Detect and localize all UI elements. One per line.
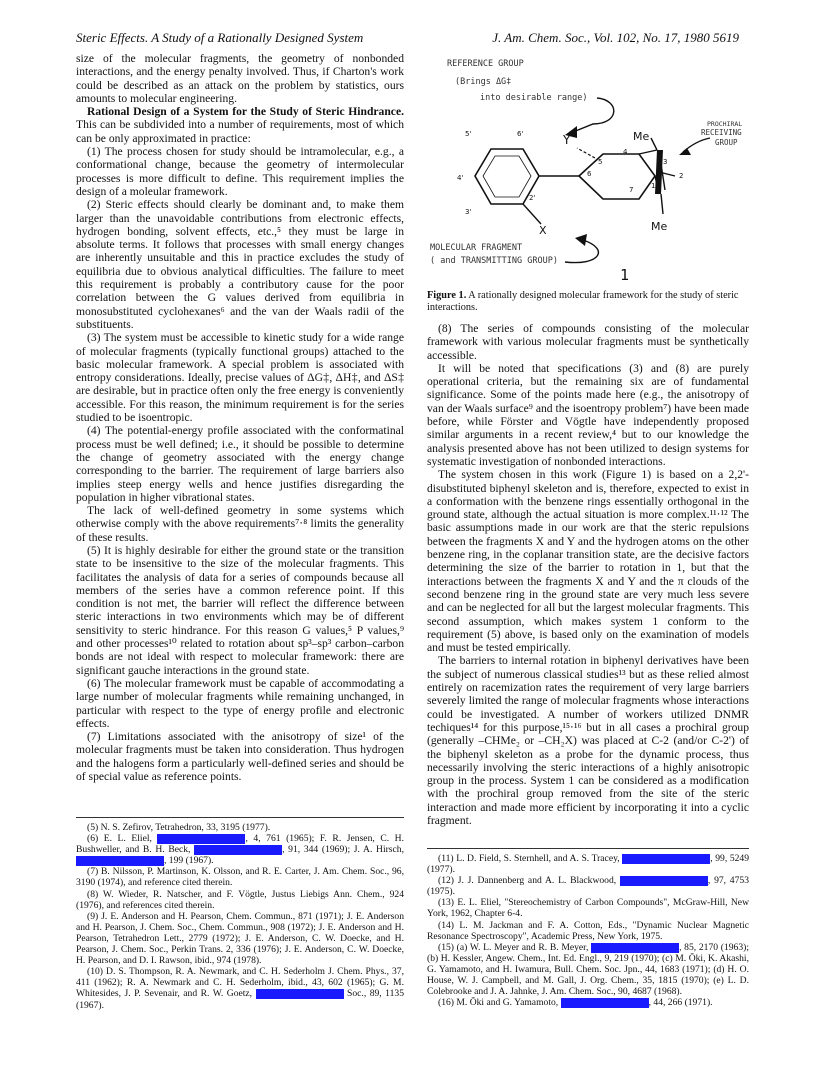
footnote-rule: [76, 817, 404, 818]
bond-x: [523, 204, 541, 224]
requirement-2: (2) Steric effects should clearly be dominant and, to make them larger than the unavoidable contributions from electronic effects, hydrogen bonding, solvent effects, etc.,⁵ they must be large in absolute terms. It follows that processes with small energy changes are inherently unsuitable and this in practice excludes the study of equilibria due to obvious analytical difficulties. The failure to meet this requirement is probably a contributory cause for the poor correlation between the G values derived from equilibria in monosubstituted cyclohexanes⁶ and the van der Waals radii of the substituents.: [76, 198, 404, 331]
atom-label-y: Y: [563, 133, 571, 147]
redaction-bar: [561, 998, 649, 1008]
paragraph: size of the molecular fragments, the geometry of nonbonded interactions, and the energy penalty involved. Thus, if Charton's work could be described as an attack on the problem by statistics, ours amounts to molecular engineering.: [76, 52, 404, 105]
atom-label: 5: [598, 158, 603, 166]
bond-y: [577, 148, 595, 158]
redaction-bar: [157, 834, 245, 844]
compound-number: 1: [620, 266, 630, 284]
figure-1: [425, 54, 765, 289]
atom-label: 6': [517, 130, 524, 138]
ref-group-sub1: (Brings ΔG‡: [455, 77, 512, 87]
atom-label: 7: [629, 186, 634, 194]
footnote-rule: [427, 848, 749, 849]
reference-item: (15) (a) W. L. Meyer and R. B. Meyer, , 85, 2170 (1963); (b) H. Kessler, Angew. Chem., Int. Ed. Engl., 9, 219 (1970); (c) M. Ōki, K. Akashi, G. Yamamoto, and H. Iwamura, Bull. Chem. Soc. Jpn., 44, 1683 (1971); (d) H. O. House, W. J. Campbell, and M. Gall, J. Org. Chem., 35, 1815 (1970); (e) L. D. Colebrooke and J. A. Jahnke, J. Am. Chem. Soc., 90, 4687 (1968).: [427, 941, 749, 998]
atom-label: 2': [529, 194, 536, 202]
arrow-curve: [573, 98, 614, 132]
paragraph: It will be noted that specifications (3) and (8) are purely operational criteria, but the remaining six are of fundamental significance. Some of the points made here (e.g., the anisotropy of van der Waals surface⁹ and the isoentropy problem⁷) have been made before, while Förster and Vögtle have independently proposed similar arguments in a recent review,⁴ but to our knowledge the analysis presented above has not been utilized to design systems for systematic investigation of nonbonded interactions.: [427, 361, 749, 468]
reference-item: (10) D. S. Thompson, R. A. Newmark, and C. H. Sederholm J. Chem. Phys., 37, 411 (1962); R. A. Newmark and C. H. Sederholm, ibid., 43, 602 (1965); G. M. Whitesides, J. P. Sevenair, and R. W. Goetz, Soc., 89, 1135 (1967).: [76, 966, 404, 1011]
atom-label: 6: [587, 170, 592, 178]
ref-group-sub2: into desirable range): [480, 93, 588, 103]
arrow-head: [575, 234, 587, 246]
bond-me: [661, 194, 663, 214]
requirement-7: (7) Limitations associated with the anisotropy of size¹ of the molecular fragments must be taken into consideration. Thus hydrogen and the halogens form a particularly well-defined series and should be of special value as reference points.: [76, 730, 404, 784]
caption-label: Figure 1.: [427, 290, 467, 301]
reference-item: (7) B. Nilsson, P. Martinson, K. Olsson, and R. E. Carter, J. Am. Chem. Soc., 96, 3190 (1974), and reference cited therein.: [76, 866, 404, 889]
reference-item: (14) L. M. Jackman and F. A. Cotton, Eds., "Dynamic Nuclear Magnetic Resonance Spectroscopy", Academic Press, New York, 1975.: [427, 919, 749, 942]
running-header-title: Steric Effects. A Study of a Rationally Designed System: [76, 30, 364, 45]
redaction-bar: [194, 845, 282, 855]
molecule-diagram: [425, 54, 765, 289]
section-paragraph: [76, 105, 404, 145]
methyl-label: Me: [651, 220, 668, 233]
references-right: [427, 853, 749, 1008]
reference-item: (9) J. E. Anderson and H. Pearson, Chem. Commun., 871 (1971); J. E. Anderson and H. Pearson, J. Chem. Soc., Chem. Commun., 908 (1972); J. E. Anderson and H. Pearson, Tetrahedron Lett., 2779 (1972); J. E. Anderson, C. W. Doecke, and H. Pearson, J. Chem. Soc., Perkin Trans. 2, 336 (1976); J. E. Anderson, C. W. Doecke, H. Pearson, and D. I. Rawson, ibid., 974 (1978).: [76, 910, 404, 967]
paragraph-text: This can be subdivided into a number of requirements, most of which can be only approximated in practice:: [76, 118, 404, 145]
paragraph: The barriers to internal rotation in biphenyl derivatives have been the subject of numerous classical studies¹³ but as these relied almost entirely on racemization rates the requirement of very large barriers severely limited the range of molecular fragments whose interactions could be investigated. A number of workers utilized DNMR techiques¹⁴ for this purpose,¹⁵⋅¹⁶ but in all cases a prochiral group (generally –CHMe₂ or –CH₂X) was placed at C-2 (and/or C-2') of the biphenyl skeleton as a probe for the dynamic process, thus necessarily involving the steric interactions of a highly anisotropic group in the process. System 1 can be considered as a modification with the prochiral group removed from the site of the steric interaction and made more efficient by incorporating it into a cyclic fragment.: [427, 654, 749, 827]
atom-label: 3: [663, 158, 668, 166]
atom-label: 4': [457, 174, 464, 182]
requirement-8: (8) The series of compounds consisting of the molecular framework with various molecular fragments must be synthetically accessible.: [427, 322, 749, 362]
prochiral-label-2: RECEIVING: [701, 128, 742, 137]
atom-label: 5': [465, 130, 472, 138]
prochiral-label-1: PROCHIRAL: [707, 120, 743, 128]
ref-group-label: REFERENCE GROUP: [447, 59, 524, 69]
reference-item: (16) M. Ōki and G. Yamamoto, , 44, 266 (1971).: [438, 997, 713, 1009]
atom-label: 2: [679, 172, 684, 180]
redaction-bar: [76, 856, 164, 866]
requirement-5: (5) It is highly desirable for either the ground state or the transition state to be insensitive to the size of the molecular fragments. This facilitates the analysis of data for a series of compounds because all members of the series have a common reference point. If this condition is not met, the barrier will reflect the difference between steric interactions in two environments which may be of different sensitivity to steric hindrance. For this reason G values,⁵ P values,⁹ and other processes¹⁰ related to rotation about sp³–sp³ carbon–carbon bonds are not ideal with respect to molecular framework: there are significant gauche interactions in the ground state.: [76, 543, 404, 677]
section-heading: Rational Design of a System for the Study of Steric Hindrance.: [87, 105, 404, 119]
methyl-label: Me: [633, 130, 650, 143]
arrow-head: [679, 148, 691, 155]
benzene-inner-ring: [483, 156, 531, 197]
left-column: [76, 52, 404, 783]
redaction-bar: [620, 876, 708, 886]
atom-label: 4: [623, 148, 628, 156]
atom-label-x: X: [539, 224, 547, 237]
mol-frag-label-1: MOLECULAR FRAGMENT: [430, 243, 523, 253]
paragraph: The system chosen in this work (Figure 1) is based on a 2,2'-disubstituted biphenyl skeleton and is, therefore, expected to exist in a conformation with the benzene rings essentially orthogonal in the ground state, although the actual situation is more complex.¹¹⋅¹² The basic assumptions made in our work are that the steric repulsions between the fragments X and Y and the hydrogen atoms on the other benzene ring, in the coplanar transition state, are the decisive factors determining the size of the barrier to rotation in 1, but that the interactions between the fragments X and Y and the π clouds of the second benzene ring in the ground state are very much less severe and can be neglected for all but the largest molecular fragments. This second assumption, which makes system 1 conform to the requirement (5) above, is based only on the examination of models and must be tested empirically.: [427, 468, 749, 655]
reference-item: (12) J. J. Dannenberg and A. L. Blackwood, , 97, 4753 (1975).: [427, 875, 749, 898]
reference-item: (11) L. D. Field, S. Sternhell, and A. S. Tracey, , 99, 5249 (1977).: [427, 853, 749, 876]
requirement-3: (3) The system must be accessible to kinetic study for a wide range of molecular fragments (typically functional groups) attached to the basic molecular framework. A special problem is associated with entropy considerations. Ideally, precise values of ΔG‡, ΔH‡, and ΔS‡ are desirable, but in practice often only the free energy is conveniently accessible. For this reason, the minimum requirement is for the series studied to be isoentropic.: [76, 331, 404, 425]
paragraph: The lack of well-defined geometry in some systems which otherwise comply with the above requirements⁷⋅⁸ limits the generality of these results.: [76, 504, 404, 544]
prochiral-label-3: GROUP: [715, 138, 738, 147]
figure-caption: [427, 290, 749, 314]
references-left: [76, 822, 404, 1011]
right-column: [427, 322, 749, 827]
atom-label: 3': [465, 208, 472, 216]
arrow-curve: [565, 240, 598, 263]
mol-frag-label-2: ( and TRANSMITTING GROUP): [430, 256, 558, 266]
requirement-4: (4) The potential-energy profile associated with the conformatinal process must be well defined; i.e., it should be possible to determine the change of geometry associated with the energy change corresponding to the barrier. The requirement of large barriers also implies steep energy wells and hence justifies disregarding the population in higher vibrational states.: [76, 424, 404, 504]
reference-item: (8) W. Wieder, R. Natscher, and F. Vögtle, Justus Liebigs Ann. Chem., 924 (1976), and references cited therein.: [76, 888, 404, 911]
bond: [639, 150, 657, 154]
bond-me: [651, 138, 657, 150]
redaction-bar: [256, 989, 344, 999]
reference-item: (5) N. S. Zefirov, Tetrahedron, 33, 3195 (1977).: [87, 822, 271, 833]
redaction-bar: [591, 943, 679, 953]
caption-text: A rationally designed molecular framework for the study of steric interactions.: [427, 290, 739, 313]
reference-item: (6) E. L. Eliel, , 4, 761 (1965); F. R. Jensen, C. H. Bushweller, and B. H. Beck, , 91, 344 (1969); J. A. Hirsch, , 199 (1967).: [76, 833, 405, 867]
redaction-bar: [622, 854, 710, 864]
requirement-6: (6) The molecular framework must be capable of accommodating a large number of molecular fragments while remaining unchanged, in particular with respect to the type of energy profile and electronic effects.: [76, 676, 404, 730]
reference-item: (13) E. L. Eliel, "Stereochemistry of Carbon Compounds", McGraw-Hill, New York, 1962, Chapter 6-4.: [427, 897, 749, 920]
running-header-journal: J. Am. Chem. Soc., Vol. 102, No. 17, 1980 5619: [492, 30, 739, 45]
requirement-1: (1) The process chosen for study should be intramolecular, e.g., a conformational change, because the geometry of intermolecular processes is more difficult to define. This requirement implies the design of a moleular framework.: [76, 145, 404, 198]
atom-label: 1: [651, 182, 656, 190]
